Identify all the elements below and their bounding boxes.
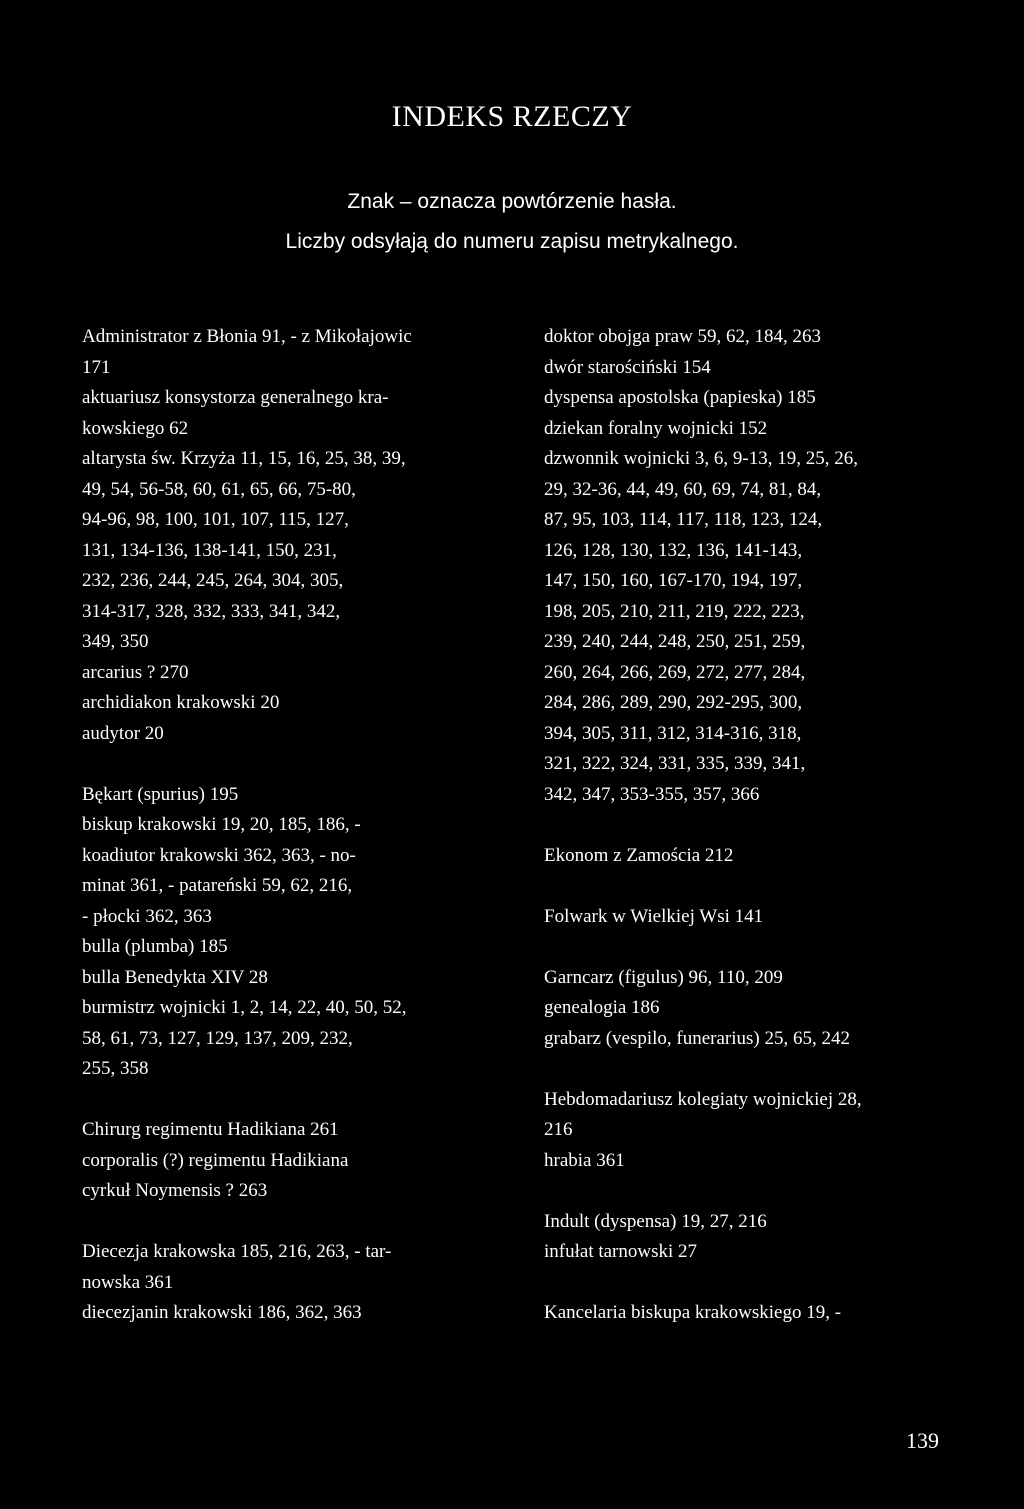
index-entry-line: audytor 20 xyxy=(82,722,164,744)
index-entry-line: cyrkuł Noymensis ? 263 xyxy=(82,1180,268,1201)
index-entry xyxy=(544,1237,964,1268)
index-entry-line: 255, 358 xyxy=(82,1058,149,1079)
index-entry-line: 232, 236, 244, 245, 264, 304, 305, xyxy=(82,570,344,591)
index-entry-line: infułat tarnowski 27 xyxy=(544,1241,698,1262)
index-entry-line: 284, 286, 289, 290, 292-295, 300, xyxy=(544,692,803,713)
letter-group-gap xyxy=(544,810,964,841)
index-entry-line: 147, 150, 160, 167-170, 194, 197, xyxy=(544,570,803,591)
index-entry xyxy=(544,1146,964,1177)
index-entry xyxy=(82,993,494,1085)
index-entry-line: Folwark w Wielkiej Wsi 141 xyxy=(544,905,764,927)
index-entry xyxy=(544,963,964,994)
index-entry-line: kowskiego 62 xyxy=(82,417,189,439)
index-entry-line: Chirurg regimentu Hadikiana 261 xyxy=(82,1119,339,1140)
index-entry-line: dwór starościński 154 xyxy=(544,356,711,378)
letter-group-gap xyxy=(544,1268,964,1299)
index-entry-line: altarysta św. Krzyża 11, 15, 16, 25, 38, 39, xyxy=(82,448,406,469)
index-entry-line: 29, 32-36, 44, 49, 60, 69, 74, 81, 84, xyxy=(544,478,822,500)
index-entry-line: Kancelaria biskupa krakowskiego 19, - xyxy=(544,1302,842,1323)
index-entry xyxy=(544,1207,964,1238)
index-entry xyxy=(82,322,494,383)
index-entry-line: bulla (plumba) 185 xyxy=(82,936,228,957)
index-entry-line: grabarz (vespilo, funerarius) 25, 65, 242 xyxy=(544,1027,851,1049)
index-entry-line: Garncarz (figulus) 96, 110, 209 xyxy=(544,966,783,988)
index-entry xyxy=(82,780,494,811)
page-number: 139 xyxy=(906,1428,939,1453)
index-entry-line: doktor obojga praw 59, 62, 184, 263 xyxy=(544,326,822,347)
index-entry xyxy=(82,810,494,932)
index-entry-line: dziekan foralny wojnicki 152 xyxy=(544,417,768,439)
letter-group-gap xyxy=(544,932,964,963)
index-entry-line: 349, 350 xyxy=(82,631,149,652)
index-entry xyxy=(82,444,494,658)
index-entry-line: Indult (dyspensa) 19, 27, 216 xyxy=(544,1210,767,1232)
index-entry-line: 394, 305, 311, 312, 314-316, 318, xyxy=(544,722,802,744)
index-entry xyxy=(82,719,494,750)
index-entry xyxy=(82,688,494,719)
index-entry xyxy=(544,322,964,353)
index-entry-line: Diecezja krakowska 185, 216, 263, - tar- xyxy=(82,1241,392,1262)
index-entry-line: 314-317, 328, 332, 333, 341, 342, xyxy=(82,600,341,622)
index-note-line-1: Znak – oznacza powtórzenie hasła. xyxy=(347,190,677,213)
index-entry-line: dyspensa apostolska (papieska) 185 xyxy=(544,387,816,408)
index-entry xyxy=(544,444,964,810)
index-entry xyxy=(544,414,964,445)
page-title: INDEKS RZECZY xyxy=(391,100,633,133)
index-entry-line: Bękart (spurius) 195 xyxy=(82,783,239,805)
index-entry-line: burmistrz wojnicki 1, 2, 14, 22, 40, 50, 52, xyxy=(82,997,407,1018)
index-entry-line: 58, 61, 73, 127, 129, 137, 209, 232, xyxy=(82,1027,353,1049)
index-entry-line: bulla Benedykta XIV 28 xyxy=(82,966,268,988)
index-entry xyxy=(82,1115,494,1146)
index-entry xyxy=(82,1176,494,1207)
index-entry-line: 171 xyxy=(82,356,111,378)
index-entry-line: archidiakon krakowski 20 xyxy=(82,692,280,713)
letter-group-gap xyxy=(82,1207,494,1238)
index-entry-line: aktuariusz konsystorza generalnego kra- xyxy=(82,387,389,408)
letter-group-gap xyxy=(82,749,494,780)
index-entry-line: corporalis (?) regimentu Hadikiana xyxy=(82,1149,349,1171)
index-entry-line: 131, 134-136, 138-141, 150, 231, xyxy=(82,539,337,561)
index-entry-line: 198, 205, 210, 211, 219, 222, 223, xyxy=(544,600,805,622)
index-entry-line: 321, 322, 324, 331, 335, 339, 341, xyxy=(544,753,806,774)
index-entry-line: Hebdomadariusz kolegiaty wojnickiej 28, xyxy=(544,1088,862,1110)
index-entry xyxy=(82,658,494,689)
index-entry-line: 126, 128, 130, 132, 136, 141-143, xyxy=(544,539,803,561)
index-entry xyxy=(544,383,964,414)
index-entry-line: 260, 264, 266, 269, 272, 277, 284, xyxy=(544,661,806,683)
index-note-line-2: Liczby odsyłają do numeru zapisu metrykalnego. xyxy=(285,230,739,253)
index-entry-line: genealogia 186 xyxy=(544,997,660,1018)
index-entry-line: nowska 361 xyxy=(82,1271,174,1293)
index-entry-line: 342, 347, 353-355, 357, 366 xyxy=(544,783,760,805)
index-entry-line: 49, 54, 56-58, 60, 61, 65, 66, 75-80, xyxy=(82,478,356,500)
index-column-right xyxy=(544,322,964,1329)
letter-group-gap xyxy=(544,1176,964,1207)
index-entry-line: 216 xyxy=(544,1119,573,1140)
index-entry-line: biskup krakowski 19, 20, 185, 186, - xyxy=(82,814,361,835)
index-entry-line: 94-96, 98, 100, 101, 107, 115, 127, xyxy=(82,509,349,530)
index-entry xyxy=(544,1024,964,1055)
index-entry xyxy=(544,841,964,872)
index-entry-line: 87, 95, 103, 114, 117, 118, 123, 124, xyxy=(544,509,823,530)
index-entry-line: arcarius ? 270 xyxy=(82,661,189,683)
index-entry-line: minat 361, - patareński 59, 62, 216, xyxy=(82,875,353,896)
index-entry-line: dzwonnik wojnicki 3, 6, 9-13, 19, 25, 26, xyxy=(544,448,859,469)
index-entry-line: hrabia 361 xyxy=(544,1149,625,1171)
index-entry xyxy=(544,1085,964,1146)
letter-group-gap xyxy=(544,1054,964,1085)
index-column-left xyxy=(82,322,494,1329)
index-entry-line: Ekonom z Zamościa 212 xyxy=(544,844,734,866)
index-entry xyxy=(544,1298,964,1329)
index-entry xyxy=(82,383,494,444)
letter-group-gap xyxy=(544,871,964,902)
index-entry-line: - płocki 362, 363 xyxy=(82,905,212,927)
index-entry xyxy=(544,902,964,933)
letter-group-gap xyxy=(82,1085,494,1116)
index-entry-line: 239, 240, 244, 248, 250, 251, 259, xyxy=(544,631,806,652)
index-entry xyxy=(82,1237,494,1298)
index-entry xyxy=(82,932,494,963)
index-entry-line: koadiutor krakowski 362, 363, - no- xyxy=(82,844,356,866)
index-entry xyxy=(82,1146,494,1177)
index-entry-line: Administrator z Błonia 91, - z Mikołajowic xyxy=(82,326,412,347)
index-entry xyxy=(544,993,964,1024)
index-entry xyxy=(82,963,494,994)
index-entry-line: diecezjanin krakowski 186, 362, 363 xyxy=(82,1302,362,1323)
index-entry xyxy=(82,1298,494,1329)
index-entry xyxy=(544,353,964,384)
